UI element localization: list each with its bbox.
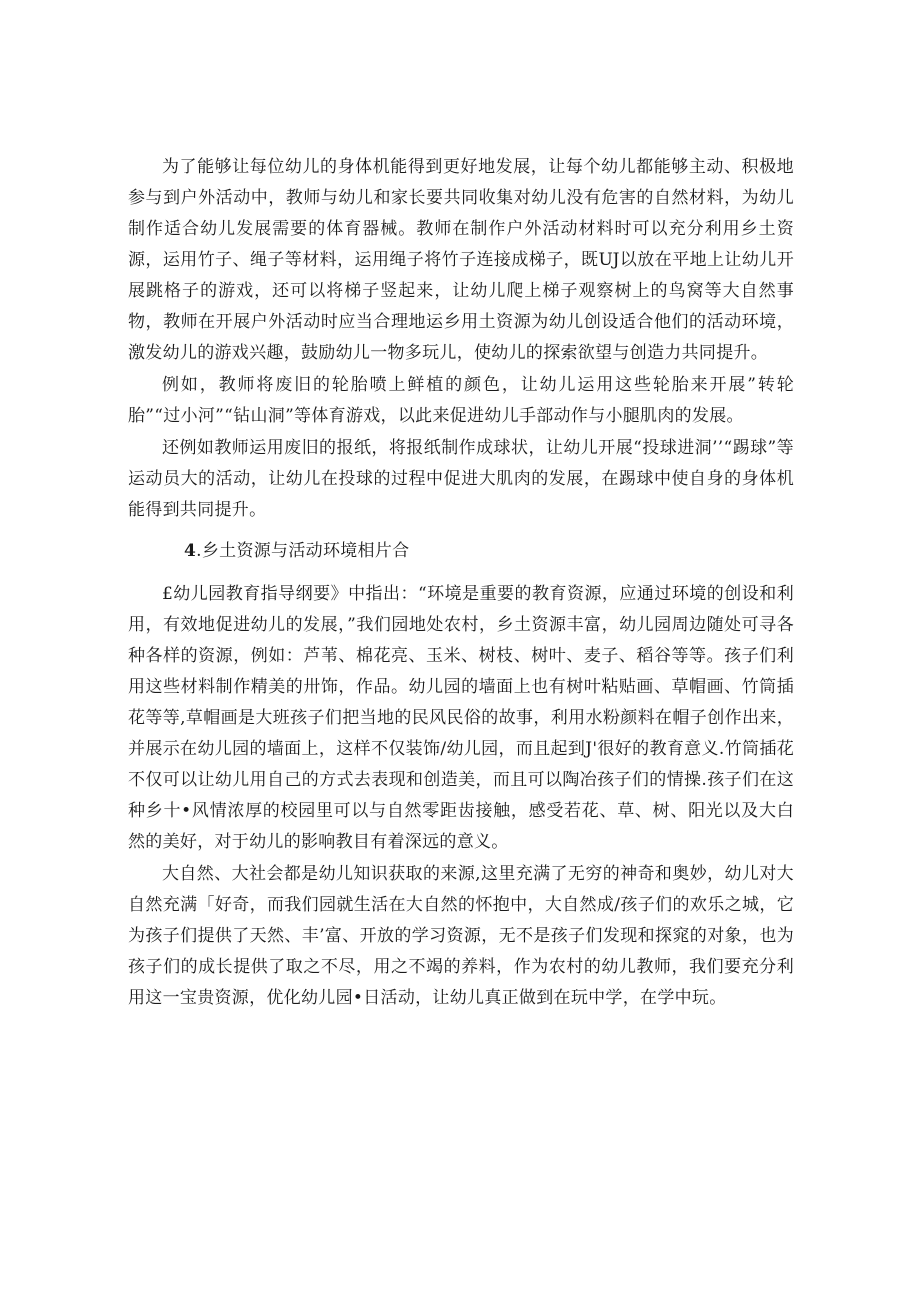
paragraph-tire-example: 例如，教师将废旧的轮胎喷上鲜植的颜色，让幼儿运用这些轮胎来开展”转轮胎”“过小河”“钻山洞”等体育游戏，以此来促进幼儿手部动作与小腿肌肉的发展。: [128, 375, 794, 426]
section-heading-number: 4: [184, 541, 197, 561]
section-heading: [128, 536, 794, 567]
document-body: [128, 152, 794, 1015]
paragraph-outdoor-materials: 为了能够让每位幼儿的身体机能得到更好地发展，让每个幼儿都能够主动、积极地参与到户外活动中，教师与幼儿和家长要共同收集对幼儿没有危害的自然材料，为幼儿制作适合幼儿发展需要的体育器械。教师在制作户外活动材料时可以充分利用乡土资源，运用竹子、绳子等材料，运用绳子将竹子连接成梯子，既UJ以放在平地上让幼儿开展跳格子的游戏，还可以将梯子竖起来，让幼儿爬上梯子观察树上的鸟窝等大自然事物，教师在开展户外活动时应当合理地运乡用土资源为幼儿创设适合他们的活动环境，激发幼儿的游戏兴趣，鼓励幼儿一物多玩儿，使幼儿的探索欲望与创造力共同提升。: [128, 157, 794, 363]
paragraph-nature: 大自然、大社会都是幼儿知识获取的来源,这里充满了无穷的神奇和奥妙，幼儿对大自然充满「好奇，而我们园就生活在大自然的怀抱中，大自然成/孩子们的欢乐之城，它为孩子们提供了天然、丰’富、开放的学习资源，无不是孩子们发现和探窕的对象，也为孩子们的成长提供了取之不尽，用之不竭的养料，作为农村的幼儿教师，我们要充分利用这一宝贵资源，优化幼儿园•日活动，让幼儿真正做到在玩中学，在学中玩。: [128, 864, 794, 1008]
paragraph-newspaper-example: 还例如教师运用废旧的报纸，将报纸制作成球状，让幼儿开展“投球进洞’’“踢球”等运动员大的活动，让幼儿在投球的过程中促进大肌肉的发展，在踢球中使自身的身体机能得到共同提升。: [128, 438, 794, 520]
section-heading-text: .乡土资源与活动环境相片合: [196, 541, 410, 561]
paragraph-environment: £幼儿园教育指导纲要》中指出：“环境是重要的教育资源，应通过环境的创设和利用，有效地促进幼儿的发展，”我们园地处农村，乡土资源丰富，幼儿园周边随处可寻各种各样的资源，例如：芦苇、棉花亮、玉米、树枝、树叶、麦子、稻谷等等。孩子们利用这些材料制作精美的卅饰，作品。幼儿园的墙面上也有树叶粘贴画、草帽画、竹筒插花等等,草帽画是大班孩子们把当地的民风民俗的故事，利用水粉颜料在帽子创作出来，并展示在幼儿园的墙面上，这样不仅装饰/幼儿园，而且起到J'很好的教育意义.竹筒插花不仅可以让幼儿用自己的方式去表现和创造美，而且可以陶冶孩子们的情操.孩子们在这种乡十•风情浓厚的校园里可以与自然零距齿接触，感受若花、草、树、阳光以及大白然的美好，对于幼儿的影响教目有着深远的意义。: [128, 584, 794, 852]
